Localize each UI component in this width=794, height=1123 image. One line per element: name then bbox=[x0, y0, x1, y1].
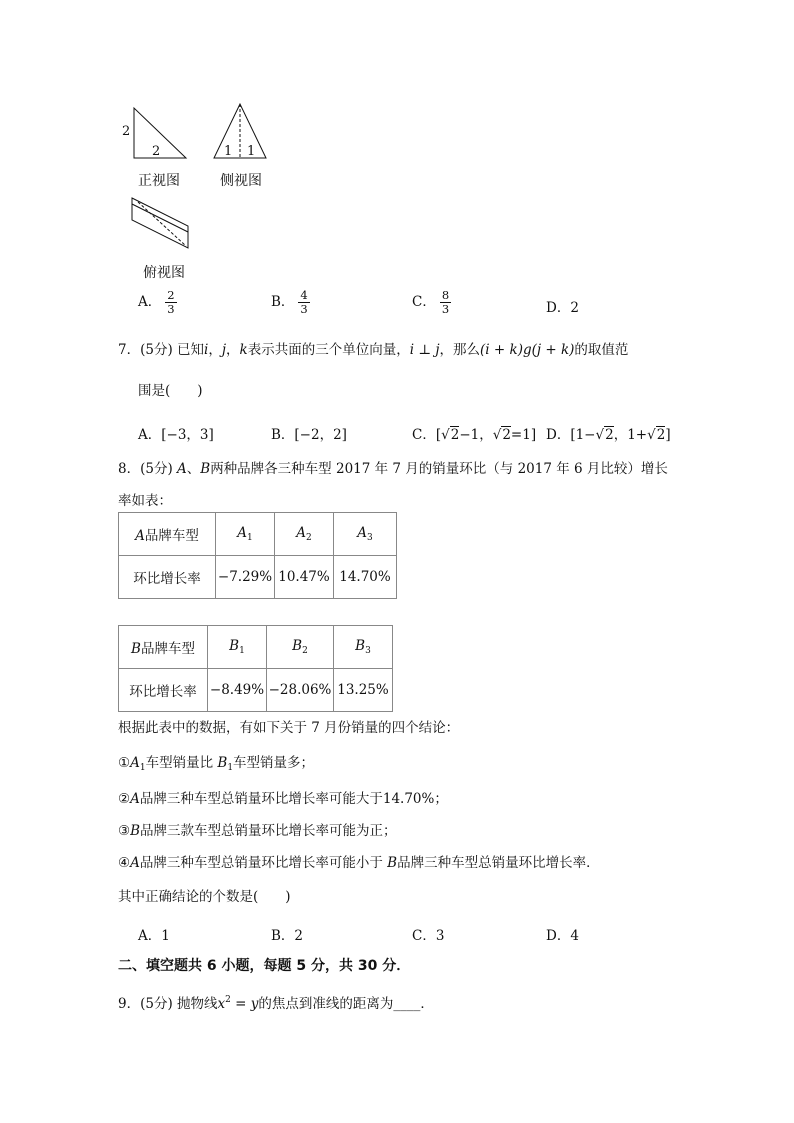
brand-b-table bbox=[118, 625, 393, 712]
table-header-cell: $A_3$ bbox=[334, 513, 397, 556]
table-cell: −8.49% bbox=[208, 669, 267, 712]
table-row bbox=[119, 556, 397, 599]
q8-conclusion-1: $①A_1$车型销量比 $B_1$车型销量多； bbox=[118, 755, 315, 773]
front-label-left: 2 bbox=[122, 124, 131, 139]
q7-stem-line1: 7．(5分) 已知i，j，k表示共面的三个单位向量，i ⊥ j，那么(i + k)g(j + k)的取值范 bbox=[118, 342, 629, 358]
q9-stem: 9．(5分) 抛物线$x^2 = y$的焦点到准线的距离为____． bbox=[118, 995, 434, 1012]
q8-conclusion-4: ④A品牌三种车型总销量环比增长率可能小于 B品牌三种车型总销量环比增长率． bbox=[118, 855, 600, 871]
table-cell: −7.29% bbox=[216, 556, 275, 599]
brand-a-table bbox=[118, 512, 397, 599]
table-row bbox=[119, 669, 393, 712]
top-view-caption: 俯视图 bbox=[143, 265, 185, 281]
table-header-cell: A品牌车型 bbox=[119, 513, 216, 556]
table-cell: 10.47% bbox=[275, 556, 334, 599]
front-view-caption: 正视图 bbox=[138, 173, 180, 189]
section-heading: 二、填空题共 6 小题，每题 5 分，共 30 分． bbox=[118, 958, 411, 974]
table-header-cell: B品牌车型 bbox=[119, 626, 208, 669]
table-header-cell: $B_3$ bbox=[334, 626, 393, 669]
table-cell: −28.06% bbox=[267, 669, 334, 712]
q8-option-d[interactable]: D．4 bbox=[546, 928, 579, 944]
q7-option-d[interactable]: D．[1−√2，1+√2] bbox=[546, 427, 671, 443]
table-cell: 14.70% bbox=[334, 556, 397, 599]
q8-option-b[interactable]: B．2 bbox=[271, 928, 304, 944]
table-header-cell: $B_2$ bbox=[267, 626, 334, 669]
q6-option-a[interactable]: A． $\frac{2}{3}$ bbox=[138, 288, 175, 316]
q7-option-a[interactable]: A．[−3，3] bbox=[138, 427, 214, 443]
table-cell: 环比增长率 bbox=[119, 669, 208, 712]
q8-option-c[interactable]: C．3 bbox=[412, 928, 445, 944]
q8-question: 其中正确结论的个数是( ) bbox=[118, 889, 291, 905]
q6-option-c[interactable]: C． $\frac{8}{3}$ bbox=[412, 288, 450, 316]
q7-option-c[interactable]: C．[√2−1，√2=1] bbox=[412, 427, 537, 443]
table-header-cell: $B_1$ bbox=[208, 626, 267, 669]
table-row bbox=[119, 626, 393, 669]
top-view-inner-line bbox=[132, 204, 188, 232]
side-view-caption: 侧视图 bbox=[220, 173, 262, 189]
table-cell: 环比增长率 bbox=[119, 556, 216, 599]
q8-intro: 根据此表中的数据，有如下关于 7 月份销量的四个结论： bbox=[118, 720, 460, 736]
side-label-left: 1 bbox=[224, 144, 233, 159]
q6-option-d[interactable]: D．2 bbox=[546, 300, 579, 316]
q7-stem-line2: 围是( ) bbox=[138, 383, 203, 399]
table-cell: 13.25% bbox=[334, 669, 393, 712]
q8-option-a[interactable]: A．1 bbox=[138, 928, 170, 944]
q7-option-b[interactable]: B．[−2，2] bbox=[271, 427, 347, 443]
table-header-cell: $A_1$ bbox=[216, 513, 275, 556]
q8-stem-line2: 率如表： bbox=[118, 493, 172, 509]
q8-conclusion-3: ③B品牌三款车型总销量环比增长率可能为正； bbox=[118, 823, 397, 839]
table-row bbox=[119, 513, 397, 556]
q8-conclusion-2: ②A品牌三种车型总销量环比增长率可能大于14.70%； bbox=[118, 791, 448, 807]
front-label-bottom: 2 bbox=[152, 144, 161, 159]
q6-option-b[interactable]: B． $\frac{4}{3}$ bbox=[271, 288, 308, 316]
top-view-dashed-diagonal bbox=[138, 202, 186, 246]
side-label-right: 1 bbox=[247, 144, 256, 159]
q8-stem-line1: 8．(5分) A、B两种品牌各三种车型 2017 年 7 月的销量环比（与 2017 年 6 月比较）增长 bbox=[118, 461, 668, 477]
table-header-cell: $A_2$ bbox=[275, 513, 334, 556]
